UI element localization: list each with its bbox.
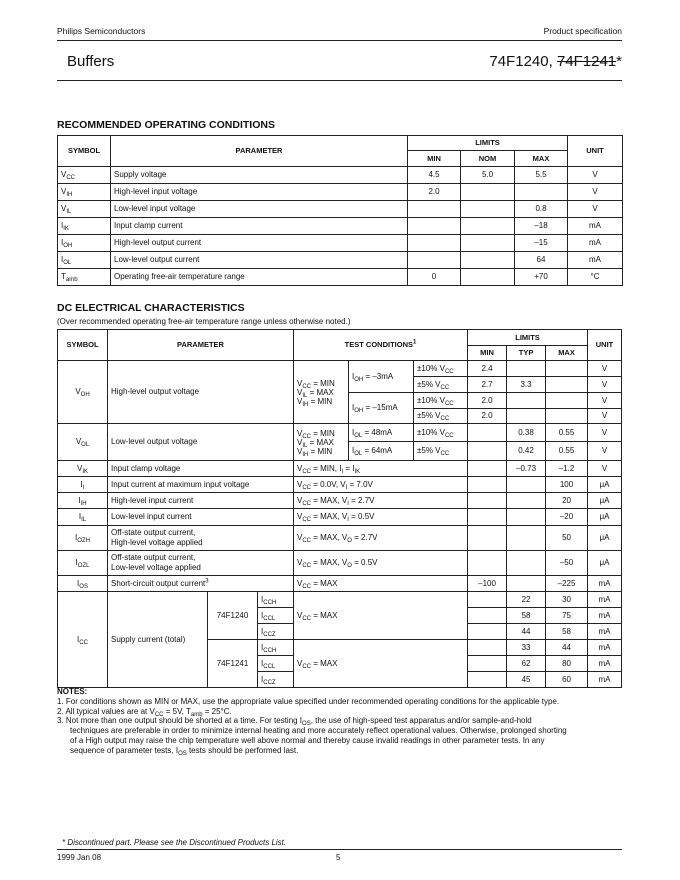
iil-min xyxy=(468,509,507,526)
vik-symbol: $V_{IK}$ xyxy=(58,461,108,477)
vik-conditions: $V_{CC}$ = MIN, $I_I = I_{IK}$ xyxy=(294,461,468,477)
vol-parameter: Low-level output voltage xyxy=(108,424,294,461)
icc-typ: 58 xyxy=(507,608,546,624)
roc-min xyxy=(408,252,461,269)
ii-typ xyxy=(507,477,546,493)
ii-parameter: Input current at maximum input voltage xyxy=(108,477,294,493)
ios-typ xyxy=(507,576,546,592)
dc-title: DC ELECTRICAL CHARACTERISTICS xyxy=(57,302,245,314)
ios-symbol: $I_{OS}$ xyxy=(58,576,108,592)
roc-symbol: $V_{IH}$ xyxy=(58,184,111,201)
voh-tolerance: ±5% $V_{CC}$ xyxy=(414,409,468,424)
dc-header-limits: LIMITS xyxy=(468,330,588,346)
iil-typ xyxy=(507,509,546,526)
iih-unit: μA xyxy=(588,493,622,509)
header-rule-bottom xyxy=(57,80,622,81)
roc-nom xyxy=(461,252,515,269)
icc-unit: mA xyxy=(588,656,622,672)
page-category: Buffers xyxy=(67,53,115,70)
dc-header-symbol: SYMBOL xyxy=(58,330,108,361)
roc-title: RECOMMENDED OPERATING CONDITIONS xyxy=(57,119,275,131)
vik-typ: –0.73 xyxy=(507,461,546,477)
roc-header-limits: LIMITS xyxy=(408,136,568,151)
dc-row-vol xyxy=(58,424,622,442)
voh-unit: V xyxy=(588,377,622,393)
voh-unit: V xyxy=(588,361,622,377)
vik-unit: V xyxy=(588,461,622,477)
roc-symbol: $I_{OL}$ xyxy=(58,252,111,269)
roc-symbol: $I_{OH}$ xyxy=(58,235,111,252)
roc-row xyxy=(58,235,623,252)
roc-row xyxy=(58,184,623,201)
roc-min xyxy=(408,218,461,235)
ios-max: –225 xyxy=(546,576,588,592)
roc-row xyxy=(58,201,623,218)
voh-max xyxy=(546,409,588,424)
iozh-conditions: $V_{CC}$ = MAX, $V_O = 2.7V$ xyxy=(294,526,468,551)
dc-header-test-note: 1 xyxy=(413,339,417,346)
roc-max: 0.8 xyxy=(515,201,568,218)
iih-min xyxy=(468,493,507,509)
roc-row xyxy=(58,252,623,269)
roc-parameter: High-level input voltage xyxy=(111,184,408,201)
iozh-typ xyxy=(507,526,546,551)
dc-row-iozl xyxy=(58,551,622,576)
dc-header-test-conditions-label: TEST CONDITIONS xyxy=(344,340,414,349)
iih-conditions: $V_{CC}$ = MAX, $V_I = 2.7V$ xyxy=(294,493,468,509)
iozh-max: 50 xyxy=(546,526,588,551)
icc-min xyxy=(468,672,507,688)
roc-min xyxy=(408,235,461,252)
vol-symbol: $V_{OL}$ xyxy=(58,424,108,461)
icc-min xyxy=(468,656,507,672)
vol-tolerance: ±10% $V_{CC}$ xyxy=(414,424,468,442)
part-number-discontinued: 74F1241 xyxy=(556,53,617,70)
icc-max: 30 xyxy=(546,592,588,608)
icc-max: 58 xyxy=(546,624,588,640)
dc-row-iozh xyxy=(58,526,622,551)
icc-device-74f1241: 74F1241 xyxy=(208,640,258,688)
ii-unit: μA xyxy=(588,477,622,493)
roc-row xyxy=(58,167,623,184)
icc-max: 80 xyxy=(546,656,588,672)
voh-symbol: $V_{OH}$ xyxy=(58,361,108,424)
roc-unit: °C xyxy=(568,269,623,286)
roc-header-parameter: PARAMETER xyxy=(111,136,408,167)
vol-min xyxy=(468,442,507,461)
roc-symbol: $V_{IL}$ xyxy=(58,201,111,218)
icc-typ: 62 xyxy=(507,656,546,672)
icc-unit: mA xyxy=(588,672,622,688)
roc-max: 5.5 xyxy=(515,167,568,184)
iil-unit: μA xyxy=(588,509,622,526)
voh-typ xyxy=(507,361,546,377)
iih-parameter: High-level input current xyxy=(108,493,294,509)
icc-unit: mA xyxy=(588,592,622,608)
roc-body xyxy=(58,167,623,286)
dc-row-ii xyxy=(58,477,622,493)
iih-max: 20 xyxy=(546,493,588,509)
vol-iol: $I_{OL} = 64mA$ xyxy=(349,442,414,461)
icc-unit: mA xyxy=(588,624,622,640)
icc-state: $I_{CCH}$ xyxy=(258,592,294,608)
roc-parameter: Operating free-air temperature range xyxy=(111,269,408,286)
roc-parameter: Low-level output current xyxy=(111,252,408,269)
dc-row-voh xyxy=(58,361,622,377)
ii-min xyxy=(468,477,507,493)
note-3-line-4: sequence of parameter tests, $I_{OS}$ tests should be performed last. xyxy=(70,745,299,757)
roc-unit: mA xyxy=(568,218,623,235)
roc-max: 64 xyxy=(515,252,568,269)
document-type: Product specification xyxy=(543,26,622,36)
note-3-line-3: of a High output may raise the chip temperature well above normal and thereby cause invalid readings in other parameter tests. In any xyxy=(70,735,545,745)
vik-parameter: Input clamp voltage xyxy=(108,461,294,477)
icc-device-74f1240: 74F1240 xyxy=(208,592,258,640)
company-name: Philips Semiconductors xyxy=(57,26,146,36)
iil-max: –20 xyxy=(546,509,588,526)
roc-unit: mA xyxy=(568,252,623,269)
note-1: 1. For conditions shown as MIN or MAX, use the appropriate value specified under recommended operating conditions for the applicable type. xyxy=(57,696,560,706)
voh-typ xyxy=(507,409,546,424)
voh-parameter: High-level output voltage xyxy=(108,361,294,424)
ios-conditions: $V_{CC}$ = MAX xyxy=(294,576,468,592)
dc-table xyxy=(57,329,622,688)
icc-typ: 44 xyxy=(507,624,546,640)
notes-title: NOTES: xyxy=(57,687,88,696)
icc-conditions-74f1241: $V_{CC}$ = MAX xyxy=(294,640,468,688)
icc-typ: 45 xyxy=(507,672,546,688)
part-number-main: 74F1240, xyxy=(489,53,557,70)
icc-state: $I_{CCZ}$ xyxy=(258,672,294,688)
icc-state: $I_{CCL}$ xyxy=(258,608,294,624)
dc-subtitle: (Over recommended operating free-air temperature range unless otherwise noted.) xyxy=(57,317,351,326)
ii-conditions: $V_{CC} = 0.0V$, $V_I = 7.0V$ xyxy=(294,477,468,493)
roc-symbol: $T_{amb}$ xyxy=(58,269,111,286)
iozh-symbol: $I_{OZH}$ xyxy=(58,526,108,551)
voh-unit: V xyxy=(588,409,622,424)
dc-row-icc xyxy=(58,592,622,608)
roc-parameter: High-level output current xyxy=(111,235,408,252)
icc-max: 44 xyxy=(546,640,588,656)
iozl-min xyxy=(468,551,507,576)
icc-typ: 33 xyxy=(507,640,546,656)
vol-tolerance: ±5% $V_{CC}$ xyxy=(414,442,468,461)
vol-max: 0.55 xyxy=(546,424,588,442)
voh-tolerance: ±10% $V_{CC}$ xyxy=(414,393,468,409)
roc-header-min: MIN xyxy=(408,151,461,167)
vol-unit: V xyxy=(588,442,622,461)
roc-unit: V xyxy=(568,184,623,201)
iozh-parameter: Off-state output current, High-level voltage applied xyxy=(108,526,294,551)
icc-unit: mA xyxy=(588,608,622,624)
icc-typ: 22 xyxy=(507,592,546,608)
voh-typ: 3.3 xyxy=(507,377,546,393)
voh-tolerance: ±10% $V_{CC}$ xyxy=(414,361,468,377)
iozh-min xyxy=(468,526,507,551)
note-2: 2. All typical values are at $V_{CC} = 5V$, $T_{amb} = 25^\circ C$. xyxy=(57,706,232,718)
roc-header-symbol: SYMBOL xyxy=(58,136,111,167)
iozl-max: –50 xyxy=(546,551,588,576)
voh-tolerance: ±5% $V_{CC}$ xyxy=(414,377,468,393)
roc-unit: V xyxy=(568,201,623,218)
roc-symbol: $I_{IK}$ xyxy=(58,218,111,235)
note-3: 3. Not more than one output should be shorted at a time. For testing $I_{OS}$, the use of high-speed test apparatus and/or sample-and-hold xyxy=(57,716,532,728)
roc-min: 4.5 xyxy=(408,167,461,184)
roc-min: 2.0 xyxy=(408,184,461,201)
roc-nom xyxy=(461,201,515,218)
roc-symbol: $V_{CC}$ xyxy=(58,167,111,184)
iozl-conditions: $V_{CC}$ = MAX, $V_O = 0.5V$ xyxy=(294,551,468,576)
icc-max: 75 xyxy=(546,608,588,624)
iil-conditions: $V_{CC}$ = MAX, $V_I = 0.5V$ xyxy=(294,509,468,526)
roc-nom xyxy=(461,235,515,252)
iozl-parameter: Off-state output current, Low-level voltage applied xyxy=(108,551,294,576)
voh-unit: V xyxy=(588,393,622,409)
icc-conditions-74f1240: $V_{CC}$ = MAX xyxy=(294,592,468,640)
roc-max xyxy=(515,184,568,201)
roc-nom xyxy=(461,269,515,286)
voh-ioh-3ma: $I_{OH} = -3mA$ xyxy=(349,361,414,393)
notes xyxy=(57,687,627,756)
dc-header-unit: UNIT xyxy=(588,330,622,361)
voh-ioh-15ma: $I_{OH} = -15mA$ xyxy=(349,393,414,424)
icc-min xyxy=(468,608,507,624)
roc-header-max: MAX xyxy=(515,151,568,167)
dc-header-min: MIN xyxy=(468,346,507,361)
icc-min xyxy=(468,592,507,608)
roc-unit: mA xyxy=(568,235,623,252)
iil-parameter: Low-level input current xyxy=(108,509,294,526)
voh-min: 2.7 xyxy=(468,377,507,393)
iozl-symbol: $I_{OZL}$ xyxy=(58,551,108,576)
roc-row xyxy=(58,218,623,235)
vik-max: –1.2 xyxy=(546,461,588,477)
icc-symbol: $I_{CC}$ xyxy=(58,592,108,688)
vol-iol: $I_{OL} = 48mA$ xyxy=(349,424,414,442)
roc-min: 0 xyxy=(408,269,461,286)
roc-header-unit: UNIT xyxy=(568,136,623,167)
icc-state: $I_{CCL}$ xyxy=(258,656,294,672)
voh-min: 2.0 xyxy=(468,409,507,424)
iozl-unit: μA xyxy=(588,551,622,576)
roc-max: +70 xyxy=(515,269,568,286)
dc-row-ios xyxy=(58,576,622,592)
dc-row-vik xyxy=(58,461,622,477)
dc-header-typ: TYP xyxy=(507,346,546,361)
header-rule-top xyxy=(57,40,622,41)
dc-header-max: MAX xyxy=(546,346,588,361)
iil-symbol: $I_{IL}$ xyxy=(58,509,108,526)
voh-max xyxy=(546,361,588,377)
icc-max: 60 xyxy=(546,672,588,688)
voh-min: 2.4 xyxy=(468,361,507,377)
iozl-typ xyxy=(507,551,546,576)
vol-max: 0.55 xyxy=(546,442,588,461)
dc-row-iih xyxy=(58,493,622,509)
part-number-asterisk: * xyxy=(616,53,622,70)
roc-unit: V xyxy=(568,167,623,184)
roc-parameter: Supply voltage xyxy=(111,167,408,184)
note-3-line-2: techniques are preferable in order to minimize internal heating and more accurately reflect operational values. Otherwise, prolonged shorting xyxy=(70,726,567,736)
vol-unit: V xyxy=(588,424,622,442)
voh-conditions: $V_{CC}$ = MIN $V_{IL}$ = MAX $V_{IH}$ = MIN xyxy=(294,361,349,424)
roc-header-nom: NOM xyxy=(461,151,515,167)
icc-state: $I_{CCH}$ xyxy=(258,640,294,656)
dc-row-iil xyxy=(58,509,622,526)
vol-typ: 0.38 xyxy=(507,424,546,442)
icc-min xyxy=(468,640,507,656)
ios-min: –100 xyxy=(468,576,507,592)
roc-max: –15 xyxy=(515,235,568,252)
vol-min xyxy=(468,424,507,442)
roc-nom xyxy=(461,184,515,201)
roc-parameter: Low-level input voltage xyxy=(111,201,408,218)
page-number: 5 xyxy=(336,853,341,862)
roc-max: –18 xyxy=(515,218,568,235)
footer-rule xyxy=(57,849,622,850)
vik-min xyxy=(468,461,507,477)
roc-nom: 5.0 xyxy=(461,167,515,184)
voh-min: 2.0 xyxy=(468,393,507,409)
iih-typ xyxy=(507,493,546,509)
ios-parameter: Short-circuit output current$^3$ xyxy=(108,576,294,592)
icc-parameter: Supply current (total) xyxy=(108,592,208,688)
vol-typ: 0.42 xyxy=(507,442,546,461)
icc-state: $I_{CCZ}$ xyxy=(258,624,294,640)
voh-typ xyxy=(507,393,546,409)
ios-unit: mA xyxy=(588,576,622,592)
iozh-unit: μA xyxy=(588,526,622,551)
roc-parameter: Input clamp current xyxy=(111,218,408,235)
dc-header-parameter: PARAMETER xyxy=(108,330,294,361)
discontinued-note: * Discontinued part. Please see the Discontinued Products List. xyxy=(62,838,287,847)
icc-unit: mA xyxy=(588,640,622,656)
roc-table xyxy=(57,135,623,286)
ii-max: 100 xyxy=(546,477,588,493)
part-number xyxy=(489,53,622,70)
icc-min xyxy=(468,624,507,640)
iih-symbol: $I_{IH}$ xyxy=(58,493,108,509)
vol-conditions: $V_{CC}$ = MIN $V_{IL}$ = MAX $V_{IH}$ = MIN xyxy=(294,424,349,461)
roc-nom xyxy=(461,218,515,235)
roc-min xyxy=(408,201,461,218)
ii-symbol: $I_I$ xyxy=(58,477,108,493)
roc-row xyxy=(58,269,623,286)
dc-header-test-conditions xyxy=(294,330,468,361)
voh-max xyxy=(546,393,588,409)
voh-max xyxy=(546,377,588,393)
footer-date: 1999 Jan 08 xyxy=(57,853,102,862)
